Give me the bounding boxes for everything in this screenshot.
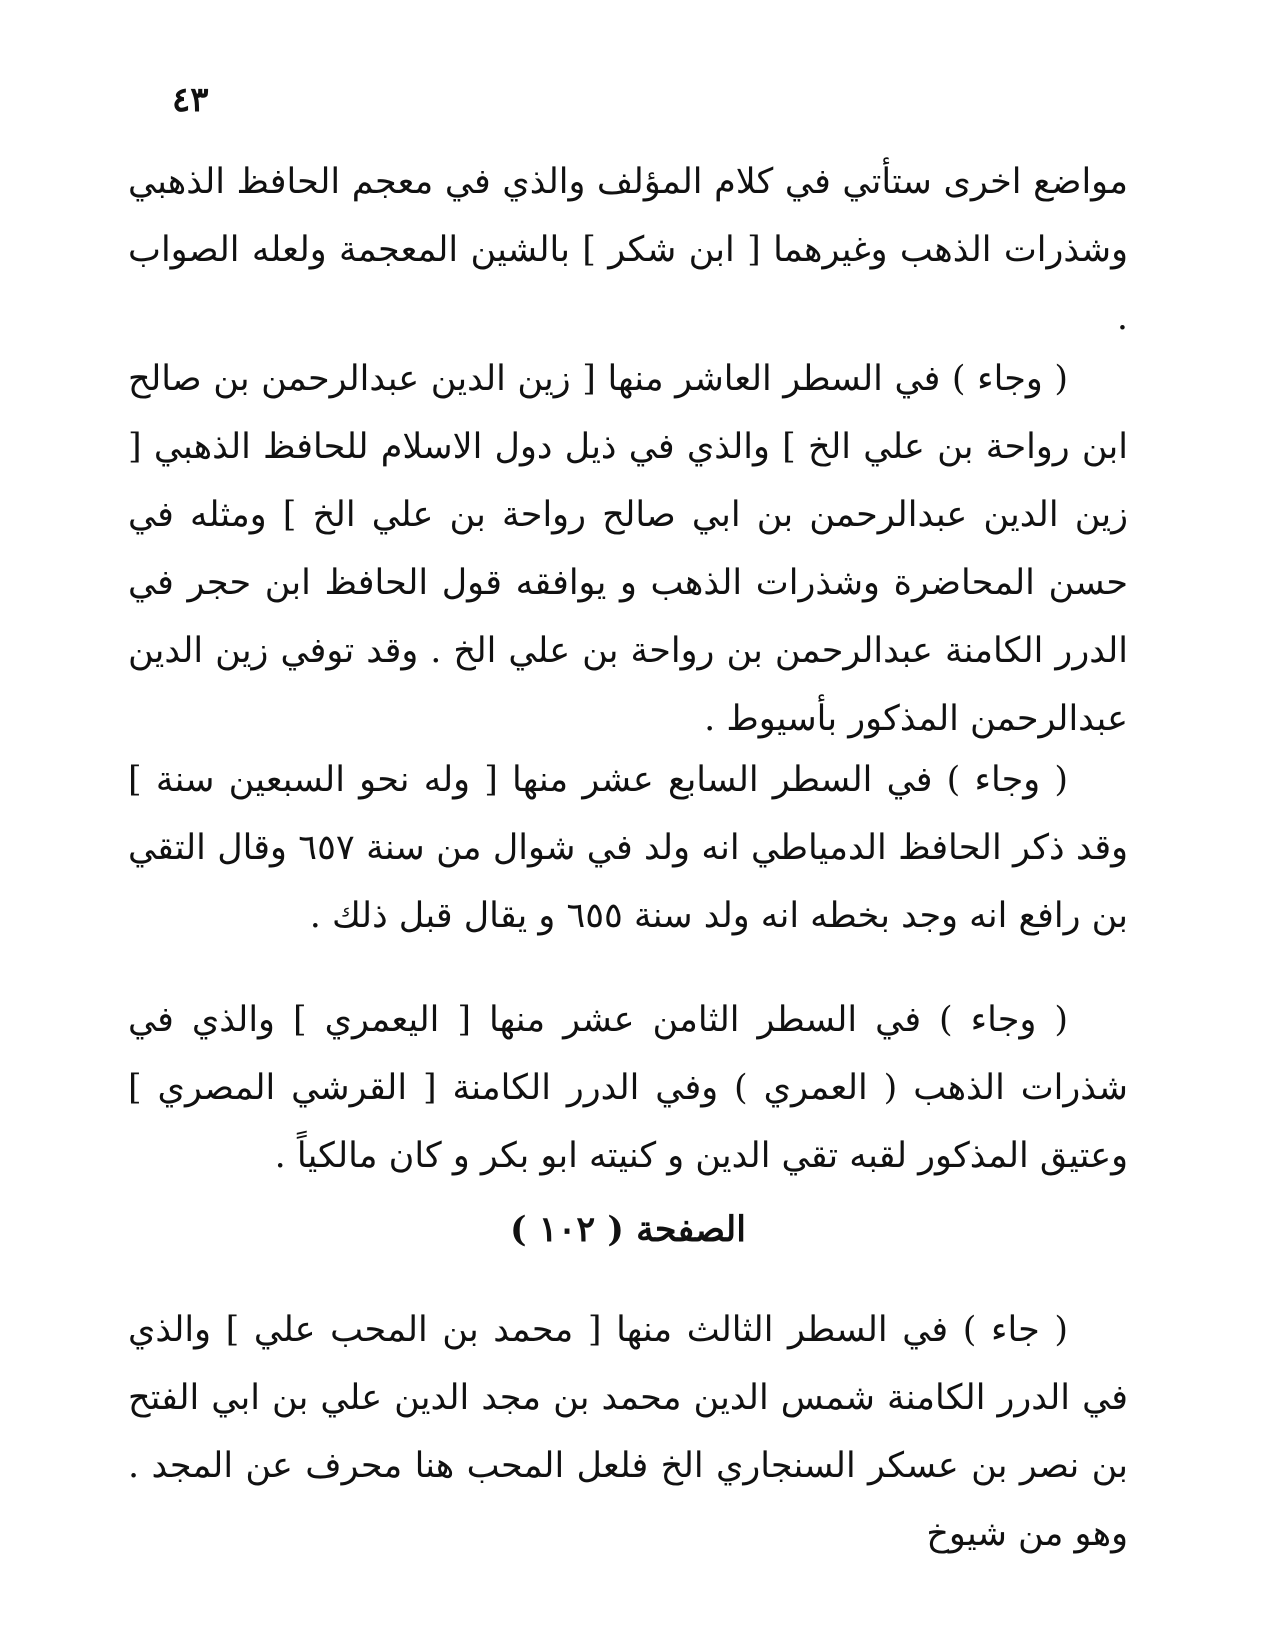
paragraph xyxy=(128,148,1128,352)
page-number: ٤٣ xyxy=(172,80,209,120)
paragraph xyxy=(128,345,1128,753)
section-heading: الصفحة ( ١٠٢ ) xyxy=(510,1209,746,1250)
paragraph-text: ( وجاء ) في السطر الثامن عشر منها [ اليعمري ] والذي في شذرات الذهب ( العمري ) وفي الدرر الكامنة [ القرشي المصري ] وعتيق المذكور لقبه تقي الدين و كنيته ابو بكر و كان مالكياً . xyxy=(128,1000,1128,1176)
paragraph xyxy=(128,986,1128,1190)
paragraph xyxy=(128,1296,1128,1568)
paragraph-text: ( وجاء ) في السطر السابع عشر منها [ وله نحو السبعين سنة ] وقد ذكر الحافظ الدمياطي انه ولد في شوال من سنة ٦٥٧ وقال التقي بن رافع انه وجد بخطه انه ولد سنة ٦٥٥ و يقال قبل ذلك . xyxy=(128,760,1128,936)
paragraph-text: ( جاء ) في السطر الثالث منها [ محمد بن المحب علي ] والذي في الدرر الكامنة شمس الدين محمد بن مجد الدين علي بن ابي الفتح بن نصر بن عسكر السنجاري الخ فلعل المحب هنا محرف عن المجد . وهو من شيوخ xyxy=(128,1310,1128,1554)
paragraph-text: مواضع اخرى ستأتي في كلام المؤلف والذي في معجم الحافظ الذهبي وشذرات الذهب وغيرهما [ ابن شكر ] بالشين المعجمة ولعله الصواب . xyxy=(128,162,1128,338)
paragraph xyxy=(128,746,1128,950)
paragraph-text: ( وجاء ) في السطر العاشر منها [ زين الدين عبدالرحمن بن صالح ابن رواحة بن علي الخ ] والذي في ذيل دول الاسلام للحافظ الذهبي [ زين الدين عبدالرحمن بن ابي صالح رواحة بن علي الخ ] ومثله في حسن المحاضرة وشذرات الذهب و يوافقه قول الحافظ ابن حجر في الدرر الكامنة عبدالرحمن بن رواحة بن علي الخ . وقد توفي زين الدين عبدالرحمن المذكور بأسيوط . xyxy=(128,359,1128,739)
